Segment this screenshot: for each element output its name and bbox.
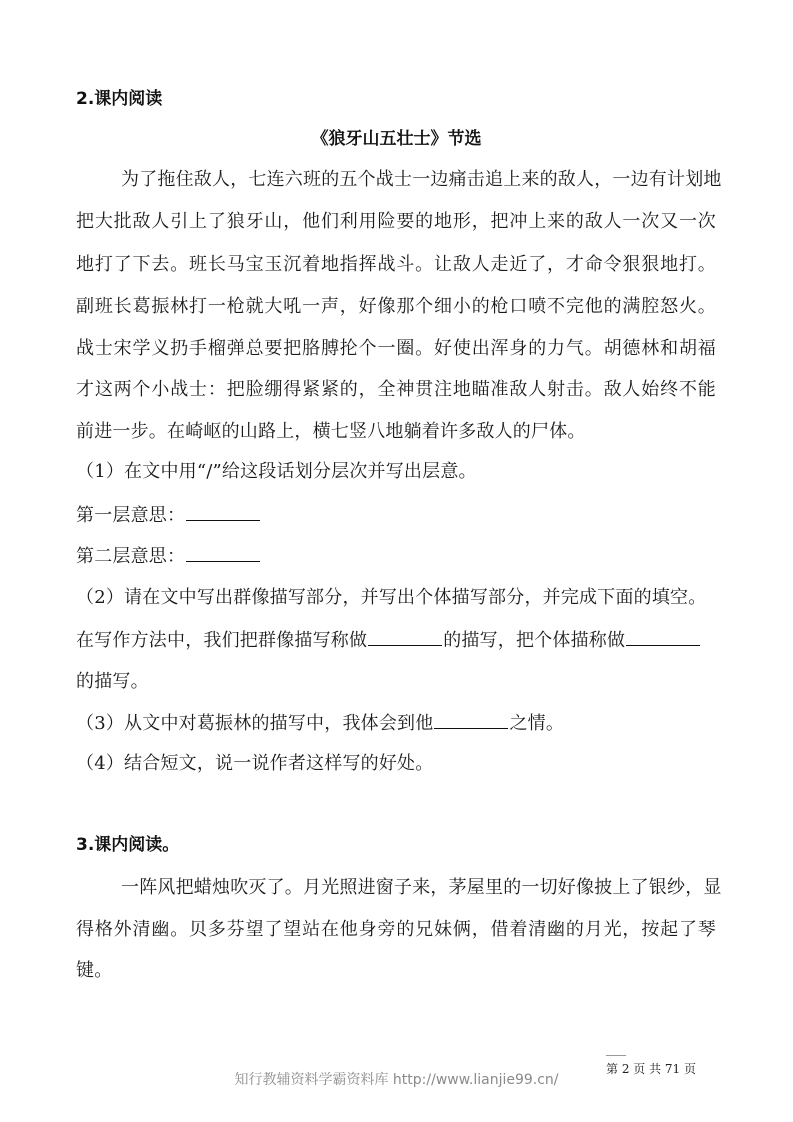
page-number: 第 2 页 共 71 页 bbox=[606, 1062, 696, 1076]
layer-1-label: 第一层意思： bbox=[76, 505, 186, 526]
question-2-fill-line bbox=[76, 628, 716, 653]
passage-line: 键。 bbox=[76, 960, 113, 981]
question-1-layer-1 bbox=[76, 503, 716, 528]
q3-text-a: （3）从文中对葛振林的描写中，我体会到他 bbox=[76, 713, 434, 734]
passage-line: 前进一步。在崎岖的山路上，横七竖八地躺着许多敌人的尸体。 bbox=[76, 421, 586, 442]
q2-text-a: 在写作方法中，我们把群像描写称做 bbox=[76, 630, 368, 651]
passage-line: 得格外清幽。贝多芬望了望站在他身旁的兄妹俩，借着清幽的月光，按起了琴 bbox=[76, 919, 716, 940]
question-2: （2）请在文中写出群像描写部分，并写出个体描写部分，并完成下面的填空。 bbox=[76, 587, 707, 608]
answer-blank[interactable] bbox=[434, 711, 508, 729]
article-title: 《狼牙山五壮士》节选 bbox=[311, 129, 482, 149]
watermark-link[interactable]: 知行教辅资料学霸资料库 http://www.lianjie99.cn/ bbox=[234, 1072, 559, 1088]
section-3-heading: 3.课内阅读。 bbox=[76, 835, 180, 855]
answer-blank[interactable] bbox=[626, 628, 700, 646]
q3-text-b: 之情。 bbox=[509, 713, 565, 734]
question-1-layer-2 bbox=[76, 544, 716, 569]
answer-blank[interactable] bbox=[368, 628, 442, 646]
footer-rule bbox=[606, 1055, 626, 1056]
passage-line: 把大批敌人引上了狼牙山，他们利用险要的地形，把冲上来的敌人一次又一次 bbox=[76, 211, 716, 232]
q2-text-b: 的描写，把个体描称做 bbox=[443, 630, 626, 651]
section-2-heading: 2.课内阅读 bbox=[76, 89, 163, 109]
passage-line: 为了拖住敌人，七连六班的五个战士一边痛击追上来的敌人，一边有计划地 bbox=[121, 169, 722, 190]
passage-line: 一阵风把蜡烛吹灭了。月光照进窗子来，茅屋里的一切好像披上了银纱，显 bbox=[121, 877, 722, 898]
passage-line: 才这两个小战士：把脸绷得紧紧的，全神贯注地瞄准敌人射击。敌人始终不能 bbox=[76, 379, 716, 400]
question-2-end: 的描写。 bbox=[76, 671, 149, 692]
question-1: （1）在文中用“/”给这段话划分层次并写出层意。 bbox=[76, 461, 477, 482]
passage-line: 副班长葛振林打一枪就大吼一声，好像那个细小的枪口喷不完他的满腔怒火。 bbox=[76, 296, 716, 317]
question-3 bbox=[76, 711, 716, 736]
passage-line: 战士宋学义扔手榴弹总要把胳膊抡个一圈。好使出浑身的力气。胡德林和胡福 bbox=[76, 338, 716, 359]
answer-blank[interactable] bbox=[186, 503, 260, 521]
passage-line: 地打了下去。班长马宝玉沉着地指挥战斗。让敌人走近了，才命令狠狠地打。 bbox=[76, 254, 716, 275]
answer-blank[interactable] bbox=[186, 544, 260, 562]
question-4: （4）结合短文，说一说作者这样写的好处。 bbox=[76, 753, 434, 774]
layer-2-label: 第二层意思： bbox=[76, 546, 186, 567]
